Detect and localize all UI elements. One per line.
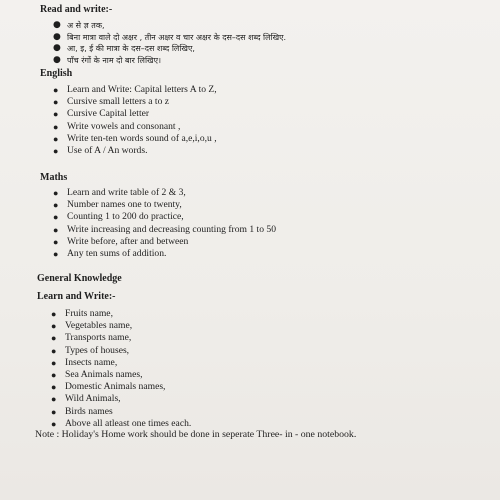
list-item <box>51 332 191 344</box>
list-item <box>51 308 191 320</box>
list-item-text: Write before, after and between <box>67 235 189 247</box>
list-item-text: Fruits name, <box>65 308 113 319</box>
list-item <box>53 96 217 108</box>
bullet-icon: ● <box>53 109 59 120</box>
bullet-icon: ● <box>53 200 59 211</box>
bullet-icon: ● <box>51 333 57 344</box>
list-item-text: Insects name, <box>65 356 118 368</box>
bullet-icon: ● <box>51 345 57 356</box>
list-item-text: Write ten-ten words sound of a,e,i,o,u , <box>67 132 217 144</box>
bullet-icon: ● <box>53 188 59 198</box>
read-write-heading: Read and write:- <box>40 4 113 15</box>
list-item <box>53 108 217 120</box>
list-item <box>51 320 191 332</box>
list-item-text: Any ten sums of addition. <box>67 248 167 260</box>
gk-heading: General Knowledge <box>37 273 122 284</box>
bullet-icon: ● <box>53 85 59 95</box>
bullet-icon: ● <box>53 249 59 260</box>
bullet-icon: ● <box>53 212 59 223</box>
list-item-text: Birds names <box>65 405 113 417</box>
list-item-text: Transports name, <box>65 332 132 344</box>
homework-note: Note : Holiday's Home work should be done in seperate Three- in - one notebook. <box>35 429 357 440</box>
list-item-text: Vegetables name, <box>65 320 133 332</box>
bullet-icon: ● <box>51 370 57 381</box>
list-item-text: आ, इ, ई की मात्रा के दस–दस शब्द लिखिए, <box>67 44 195 53</box>
bullet-icon: ● <box>51 357 57 368</box>
list-item <box>51 381 191 393</box>
list-item-text: Wild Animals, <box>65 393 121 405</box>
list-item-text: Above all atleast one times each. <box>65 417 192 429</box>
list-item <box>53 84 217 96</box>
list-item-text: पाँच रंगों के नाम दो बार लिखिए। <box>67 55 162 65</box>
gk-subheading: Learn and Write:- <box>37 291 116 302</box>
list-item <box>53 145 217 157</box>
bullet-icon: ● <box>51 309 57 319</box>
maths-heading: Maths <box>40 172 68 183</box>
bullet-icon: ● <box>51 406 57 417</box>
list-item-text: Write increasing and decreasing counting from 1 to 50 <box>67 223 277 235</box>
list-item <box>53 248 276 260</box>
list-item <box>53 224 276 236</box>
list-item-text: Learn and Write: Capital letters A to Z, <box>67 84 217 95</box>
english-task-list <box>53 84 217 157</box>
bullet-icon: ● <box>53 31 61 42</box>
bullet-icon: ● <box>51 321 57 332</box>
gk-task-list <box>51 308 191 430</box>
bullet-icon: ● <box>53 121 59 132</box>
bullet-icon: ● <box>51 382 57 393</box>
list-item-text: बिना मात्रा वाले दो अक्षर , तीन अक्षर व चार अक्षर के दस–दस शब्द लिखिए. <box>67 32 287 42</box>
bullet-icon: ● <box>53 133 59 144</box>
list-item-text: Write vowels and consonant , <box>67 120 181 132</box>
list-item-text: Counting 1 to 200 do practice, <box>67 211 184 223</box>
list-item-text: Domestic Animals names, <box>65 381 166 393</box>
list-item-text: Number names one to twenty, <box>67 199 182 211</box>
hindi-task-list <box>53 20 286 66</box>
bullet-icon: ● <box>53 20 61 30</box>
bullet-icon: ● <box>53 146 59 157</box>
list-item <box>53 20 286 32</box>
list-item <box>51 345 191 357</box>
bullet-icon: ● <box>53 224 59 235</box>
list-item <box>51 406 191 418</box>
list-item <box>53 199 276 211</box>
english-heading: English <box>40 68 73 79</box>
list-item-text: Use of A / An words. <box>67 145 148 157</box>
list-item <box>53 32 286 44</box>
bullet-icon: ● <box>51 394 57 405</box>
list-item <box>51 369 191 381</box>
list-item <box>53 236 276 248</box>
list-item-text: अ से ज्ञ तक, <box>67 21 105 30</box>
list-item <box>51 357 191 369</box>
bullet-icon: ● <box>53 236 59 247</box>
list-item <box>53 55 286 67</box>
list-item-text: Cursive Capital letter <box>67 108 150 120</box>
list-item <box>53 187 276 199</box>
bullet-icon: ● <box>51 418 57 429</box>
list-item <box>53 121 217 133</box>
list-item-text: Learn and write table of 2 & 3, <box>67 187 186 198</box>
maths-task-list <box>53 187 276 260</box>
bullet-icon: ● <box>53 43 61 53</box>
list-item <box>53 211 276 223</box>
list-item <box>53 133 217 145</box>
list-item-text: Sea Animals names, <box>65 369 143 381</box>
list-item <box>53 43 286 55</box>
bullet-icon: ● <box>53 97 59 108</box>
bullet-icon: ● <box>53 54 61 65</box>
list-item <box>51 393 191 405</box>
list-item-text: Types of houses, <box>65 344 130 356</box>
list-item-text: Cursive small letters a to z <box>67 96 170 108</box>
